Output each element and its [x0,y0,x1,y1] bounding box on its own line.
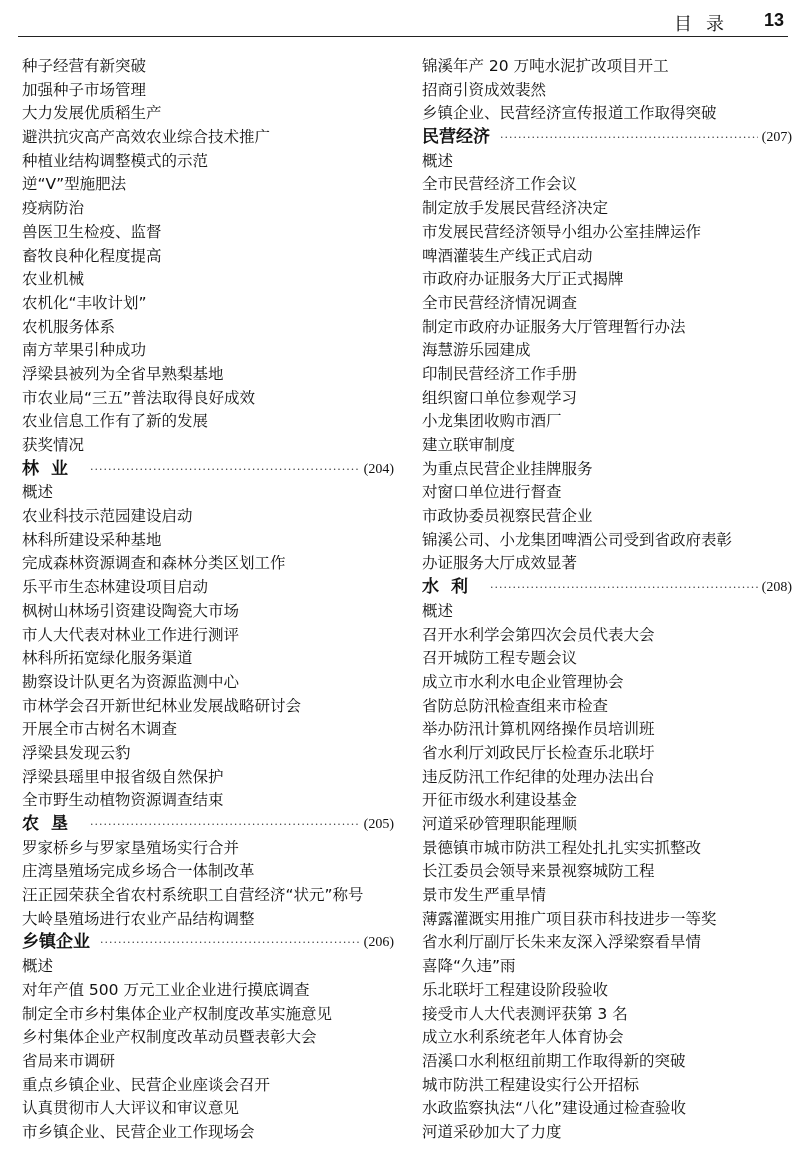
toc-entry[interactable]: 重点乡镇企业、民营企业座谈会召开 [22,1075,271,1094]
toc-entry[interactable]: 乐平市生态林建设项目启动 [22,578,209,597]
toc-entry[interactable]: 兽医卫生检疫、监督 [22,222,162,241]
section-page-number: (208) [761,580,792,596]
toc-entry[interactable]: 长江委员会领导来景视察城防工程 [422,862,655,881]
dot-leader [90,813,360,837]
toc-entry[interactable]: 开征市级水利建设基金 [422,791,578,810]
toc-entry[interactable]: 制定全市乡村集体企业产权制度改革实施意见 [22,1004,333,1023]
toc-entry[interactable]: 省水利厅刘政民厅长检查乐北联圩 [422,743,655,762]
toc-entry[interactable]: 庄湾垦殖场完成乡场合一体制改革 [22,862,255,881]
toc-entry[interactable]: 逆“V”型施肥法 [22,175,127,194]
toc-entry[interactable]: 种子经营有新突破 [22,57,147,75]
section-title: 林业 [22,458,80,479]
toc-entry[interactable]: 召开水利学会第四次会员代表大会 [422,625,655,644]
toc-entry[interactable]: 勘察设计队更名为资源监测中心 [22,672,240,691]
toc-entry[interactable]: 省防总防汛检查组来市检查 [422,696,609,715]
toc-entry[interactable]: 全市民营经济情况调查 [422,293,578,312]
toc-entry[interactable]: 林科所建设采种基地 [22,530,162,549]
toc-section-heading[interactable] [22,813,394,837]
toc-entry[interactable]: 全市民营经济工作会议 [422,175,578,194]
toc-entry[interactable]: 种植业结构调整模式的示范 [22,151,209,170]
section-title: 水利 [422,577,480,598]
toc-entry[interactable]: 成立市水利水电企业管理协会 [422,672,624,691]
dot-leader [500,126,758,150]
toc-right-column [422,55,792,1145]
toc-entry[interactable]: 浯溪口水利枢纽前期工作取得新的突破 [422,1051,686,1070]
toc-entry[interactable]: 开展全市古树名木调查 [22,720,178,739]
toc-entry[interactable]: 市林学会召开新世纪林业发展战略研讨会 [22,696,302,715]
dot-leader [90,458,360,482]
toc-entry[interactable]: 疫病防治 [22,199,85,218]
toc-entry[interactable]: 锦溪年产 20 万吨水泥扩改项目开工 [422,57,669,75]
toc-entry[interactable]: 对窗口单位进行督查 [422,483,562,502]
toc-entry[interactable]: 违反防汛工作纪律的处理办法出台 [422,767,655,786]
header-title: 目录 [674,14,738,35]
toc-entry[interactable]: 全市野生动植物资源调查结束 [22,791,224,810]
toc-entry[interactable]: 大岭垦殖场进行农业产品结构调整 [22,909,255,928]
toc-entry[interactable]: 啤酒灌装生产线正式启动 [422,246,593,265]
toc-entry[interactable]: 概述 [22,483,54,502]
section-title: 乡镇企业 [22,932,90,953]
toc-entry[interactable]: 避洪抗灾高产高效农业综合技术推广 [22,128,271,147]
toc-entry[interactable]: 乐北联圩工程建设阶段验收 [422,980,609,999]
toc-entry[interactable]: 汪正园荣获全省农村系统职工自营经济“状元”称号 [22,886,364,905]
section-title: 民营经济 [422,127,490,148]
toc-section-heading[interactable] [22,458,394,482]
toc-entry[interactable]: 市政府办证服务大厅正式揭牌 [422,270,624,289]
toc-entry[interactable]: 市农业局“三五”普法取得良好成效 [22,388,256,407]
toc-entry[interactable]: 林科所拓宽绿化服务渠道 [22,649,193,668]
toc-entry[interactable]: 罗家桥乡与罗家垦殖场实行合并 [22,838,240,857]
toc-entry[interactable]: 办证服务大厅成效显著 [422,554,578,573]
toc-entry[interactable]: 景市发生严重旱情 [422,886,547,905]
toc-entry[interactable]: 概述 [422,151,454,170]
toc-entry[interactable]: 河道采砂加大了力度 [422,1122,562,1141]
toc-section-heading[interactable] [422,126,792,150]
toc-entry[interactable]: 制定市政府办证服务大厅管理暂行办法 [422,317,686,336]
toc-entry[interactable]: 加强种子市场管理 [22,80,147,99]
toc-entry[interactable]: 薄露灌溉实用推广项目获市科技进步一等奖 [422,909,717,928]
toc-entry[interactable]: 枫树山林场引资建设陶瓷大市场 [22,601,240,620]
toc-entry[interactable]: 获奖情况 [22,436,85,454]
toc-entry[interactable]: 完成森林资源调查和森林分类区划工作 [22,554,286,573]
section-page-number: (206) [363,935,394,951]
toc-entry[interactable]: 浮梁县瑶里申报省级自然保护 [22,767,224,786]
toc-entry[interactable]: 制定放手发展民营经济决定 [422,199,609,218]
toc-entry[interactable]: 农业信息工作有了新的发展 [22,412,209,431]
toc-entry[interactable]: 农业科技示范园建设启动 [22,507,193,526]
toc-entry[interactable]: 水政监察执法“八化”建设通过检查验收 [422,1099,687,1118]
toc-entry[interactable]: 举办防汛计算机网络操作员培训班 [422,720,655,739]
toc-entry[interactable]: 为重点民营企业挂牌服务 [422,459,593,478]
toc-entry[interactable]: 南方苹果引种成功 [22,341,147,360]
toc-entry[interactable]: 招商引资成效裴然 [422,80,547,99]
toc-entry[interactable]: 乡镇企业、民营经济宣传报道工作取得突破 [422,104,717,123]
page-header [18,6,788,37]
toc-entry[interactable]: 接受市人大代表测评获第 3 名 [422,1004,628,1023]
toc-section-heading[interactable] [22,931,394,955]
toc-entry[interactable]: 省水利厅副厅长朱来友深入浮梁察看旱情 [422,933,702,952]
toc-entry[interactable]: 大力发展优质稻生产 [22,104,162,123]
dot-leader [490,576,758,600]
toc-entry[interactable]: 成立水利系统老年人体育协会 [422,1028,624,1047]
dot-leader [100,931,360,955]
toc-entry[interactable]: 农机化“丰收计划” [22,293,147,312]
toc-entry[interactable]: 印制民营经济工作手册 [422,364,578,383]
toc-entry[interactable]: 市乡镇企业、民营企业工作现场会 [22,1122,255,1141]
section-page-number: (207) [761,130,792,146]
section-page-number: (204) [363,461,394,477]
section-page-number: (205) [363,817,394,832]
toc-entry[interactable]: 景德镇市城市防洪工程处扎扎实实抓整改 [422,838,702,857]
toc-entry[interactable]: 河道采砂管理职能理顺 [422,815,578,833]
toc-entry[interactable]: 喜降“久违”雨 [422,957,516,976]
toc-entry[interactable]: 浮梁县被列为全省早熟梨基地 [22,364,224,383]
header-page-number: 13 [763,10,784,30]
toc-entry[interactable]: 召开城防工程专题会议 [422,649,578,668]
toc-entry[interactable]: 锦溪公司、小龙集团啤酒公司受到省政府表彰 [422,530,733,549]
toc-entry[interactable]: 农机服务体系 [22,317,116,336]
toc-left-column [22,55,394,1145]
toc-entry[interactable]: 小龙集团收购市酒厂 [422,412,562,431]
toc-entry[interactable]: 城市防洪工程建设实行公开招标 [422,1075,640,1094]
toc-entry[interactable]: 浮梁县发现云豹 [22,743,131,762]
toc-entry[interactable]: 农业机械 [22,270,85,289]
toc-entry[interactable]: 市人大代表对林业工作进行测评 [22,625,240,644]
toc-entry[interactable]: 畜牧良种化程度提高 [22,246,162,265]
toc-entry[interactable]: 组织窗口单位参观学习 [422,388,578,407]
section-title: 农垦 [22,814,80,834]
toc-entry[interactable]: 概述 [422,601,454,620]
toc-entry[interactable]: 海慧游乐园建成 [422,341,531,360]
toc-entry[interactable]: 省局来市调研 [22,1051,116,1070]
toc-entry[interactable]: 建立联审制度 [422,436,516,454]
toc-entry[interactable]: 乡村集体企业产权制度改革动员暨表彰大会 [22,1028,317,1047]
toc-entry[interactable]: 概述 [22,957,54,976]
toc-entry[interactable]: 市政协委员视察民营企业 [422,507,593,526]
toc-entry[interactable]: 认真贯彻市人大评议和审议意见 [22,1099,240,1118]
toc-entry[interactable]: 市发展民营经济领导小组办公室挂牌运作 [422,222,702,241]
toc-entry[interactable]: 对年产值 500 万元工业企业进行摸底调查 [22,980,310,999]
toc-section-heading[interactable] [422,576,792,600]
